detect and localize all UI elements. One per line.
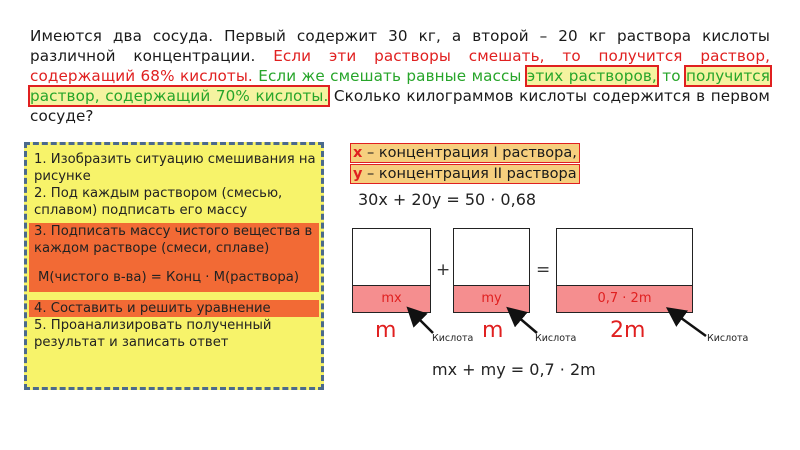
acid-label-2: Кислота — [535, 333, 577, 344]
step-3-formula: M(чистого в-ва) = Конц · M(раствора) — [38, 270, 299, 285]
equation-2: mx + my = 0,7 · 2m — [432, 360, 596, 379]
equation-1: 30x + 20y = 50 · 0,68 — [358, 190, 537, 209]
acid-label-1: Кислота — [432, 333, 474, 344]
problem-statement — [30, 26, 770, 126]
problem-sentence-3a: Если же смешать равные массы — [258, 67, 522, 85]
vessel-2 — [453, 228, 530, 313]
vessel-1 — [352, 228, 431, 313]
definition-x-text: – концентрация I раствора, — [362, 145, 577, 161]
plus-sign: + — [436, 260, 451, 280]
problem-question: Сколько килограммов кислоты содержится в первом сосуде? — [30, 87, 770, 125]
definition-y — [350, 164, 580, 184]
vessel-3-acid: 0,7 · 2m — [557, 285, 692, 312]
step-3 — [29, 223, 319, 292]
step-5: 5. Проанализировать полученный результат и записать ответ — [34, 318, 272, 350]
step-1: 1. Изобразить ситуацию смешивания на рисунке — [34, 152, 316, 184]
vessel-1-acid: mx — [353, 285, 430, 312]
solution-steps-panel — [24, 142, 324, 390]
definition-y-text: – концентрация II раствора — [362, 166, 577, 182]
definition-x — [350, 143, 580, 163]
step-4: 4. Составить и решить уравнение — [29, 300, 319, 317]
problem-highlight-these-solutions: этих растворов, — [526, 67, 657, 85]
arrow-icon-2 — [510, 310, 537, 333]
equals-sign: = — [536, 260, 551, 280]
problem-sentence-1: Имеются два сосуда. Первый содержит 30 кг, а второй – 20 кг раствора кислоты различной концентрации. — [30, 27, 770, 65]
var-y: y — [353, 166, 363, 182]
problem-sentence-2: Если эти растворы смешать, то получится раствор, содержащий 68% кислоты. — [30, 47, 770, 85]
step-3-text: 3. Подписать массу чистого вещества в каждом растворе (смеси, сплаве) — [34, 224, 313, 256]
mass-1: m — [375, 318, 397, 343]
vessel-2-acid: my — [454, 285, 529, 312]
step-2: 2. Под каждым раствором (смесью, сплавом) подписать его массу — [34, 186, 283, 218]
problem-sentence-3c: то — [662, 67, 681, 85]
mass-2: m — [482, 318, 504, 343]
var-x: x — [353, 145, 363, 161]
vessel-3 — [556, 228, 693, 313]
acid-label-3: Кислота — [707, 333, 749, 344]
arrow-icon-3 — [670, 310, 706, 336]
problem-highlight-70-percent: получится раствор, содержащий 70% кислоты. — [30, 67, 770, 105]
mass-3: 2m — [610, 318, 646, 343]
arrow-icon-1 — [410, 310, 433, 333]
